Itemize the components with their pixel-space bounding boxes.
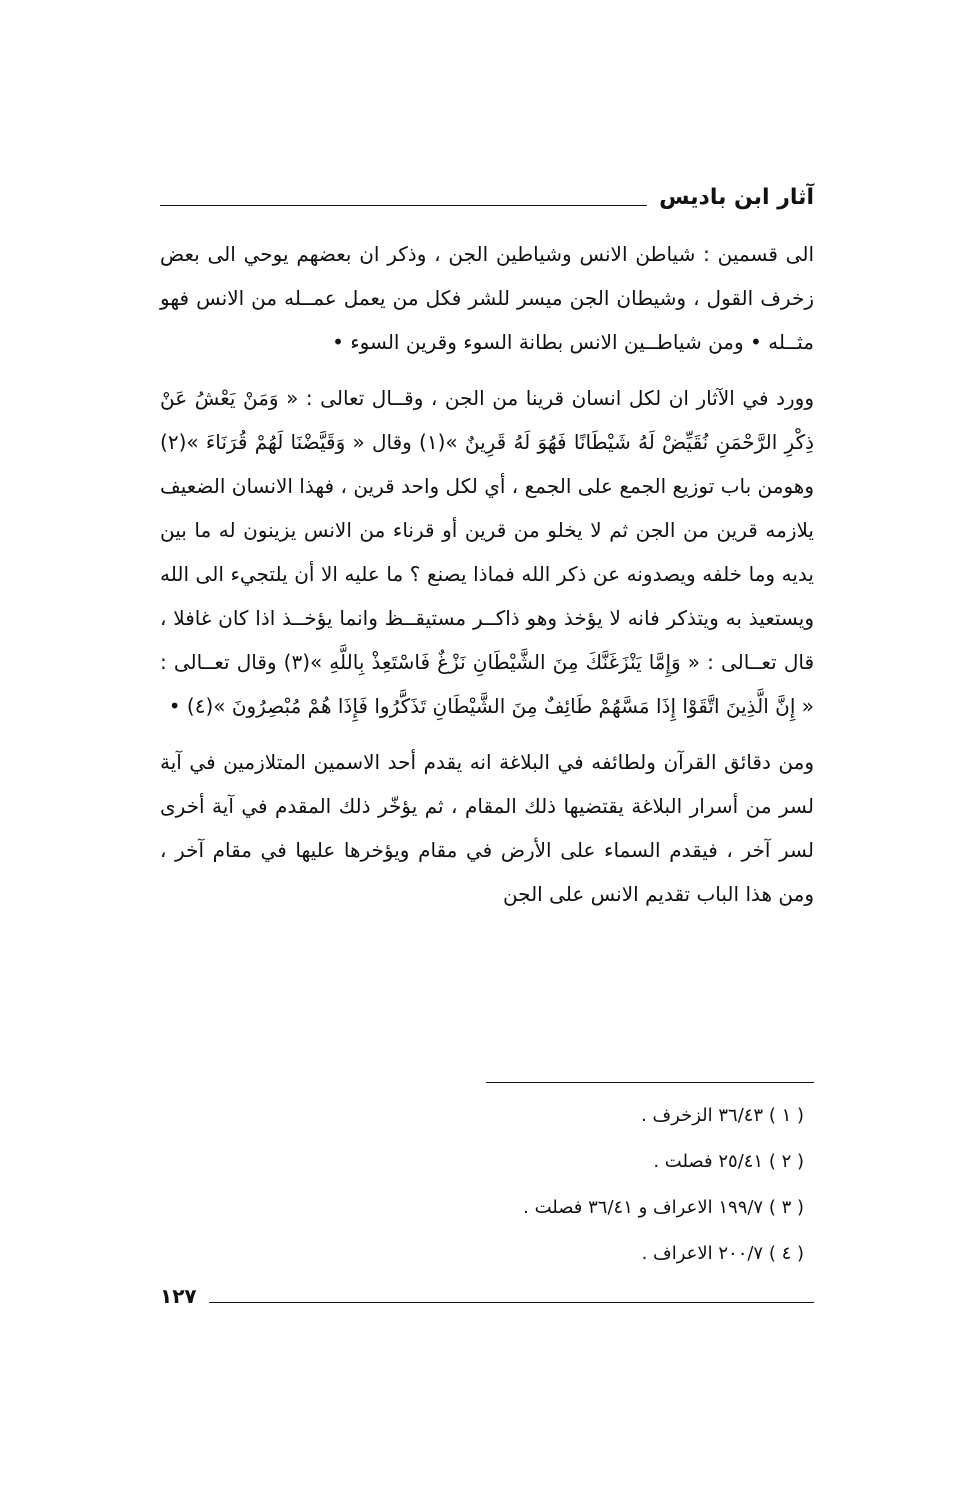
footnote-3: ( ٣ ) ١٩٩/٧ الاعراف و ٣٦/٤١ فصلت .: [523, 1197, 804, 1218]
footnotes: [160, 1093, 814, 1277]
running-title: آثار ابن باديس: [659, 185, 814, 210]
paragraph-1: الى قسمين : شياطن الانس وشياطين الجن ، وذكر ان بعضهم يوحي الى بعض زخرف القول ، وشيطان الجن ميسر للشر فكل من يعمل عمــله من الانس فهو مثــله • ومن شياطــين الانس بطانة السوء وقرين السوء •: [160, 242, 814, 354]
body-text: [160, 232, 814, 916]
paragraph-2: وورد في الآثار ان لكل انسان قرينا من الجن ، وقــال تعالى : « وَمَنْ يَعْشُ عَنْ ذِكْرِ الرَّحْمَنِ نُقَيِّضْ لَهُ شَيْطَانًا فَهُوَ لَهُ قَرِينٌ »(١) وقال « وَقَيَّضْنَا لَهُمْ قُرَنَاءَ »(٢) وهومن باب توزيع الجمع على الجمع ، أي لكل واحد قرين ، فهذا الانسان الضعيف يلازمه قرين من الجن ثم لا يخلو من قرين أو قرناء من الانس يزينون له ما بين يديه وما خلفه ويصدونه عن ذكر الله فماذا يصنع ؟ ما عليه الا أن يلتجيء الى الله ويستعيذ به ويتذكر فانه لا يؤخذ وهو ذاكــر مستيقــظ وانما يؤخــذ اذا كان غافلا ، قال تعــالى : « وَإِمَّا يَنْزَغَنَّكَ مِنَ الشَّيْطَانِ نَزْغٌ فَاسْتَعِذْ بِاللَّهِ »(٣) وقال تعــالى : « إِنَّ الَّذِينَ اتَّقَوْا إِذَا مَسَّهُمْ طَائِفٌ مِنَ الشَّيْطَانِ تَذَكَّرُوا فَإِذَا هُمْ مُبْصِرُونَ »(٤) •: [160, 386, 815, 718]
running-header: [160, 172, 814, 212]
footnote-4: ( ٤ ) ٢٠٠/٧ الاعراف .: [641, 1243, 804, 1264]
footnote-separator: [486, 1082, 814, 1083]
page-number: ١٢٧: [160, 1284, 197, 1308]
footnote-1: ( ١ ) ٣٦/٤٣ الزخرف .: [641, 1105, 804, 1126]
page-footer: [160, 1276, 814, 1316]
footer-rule: [209, 1302, 814, 1303]
paragraph-3: ومن دقائق القرآن ولطائفه في البلاغة انه يقدم أحد الاسمين المتلازمين في آية لسر من أسرار البلاغة يقتضيها ذلك المقام ، ثم يؤخّر ذلك المقدم في آية أخرى لسر آخر ، فيقدم السماء على الأرض في مقام ويؤخرها عليها في مقام آخر ، ومن هذا الباب تقديم الانس على الجن: [160, 750, 814, 906]
header-rule: [160, 205, 647, 206]
footnote-2: ( ٢ ) ٢٥/٤١ فصلت .: [653, 1151, 804, 1172]
